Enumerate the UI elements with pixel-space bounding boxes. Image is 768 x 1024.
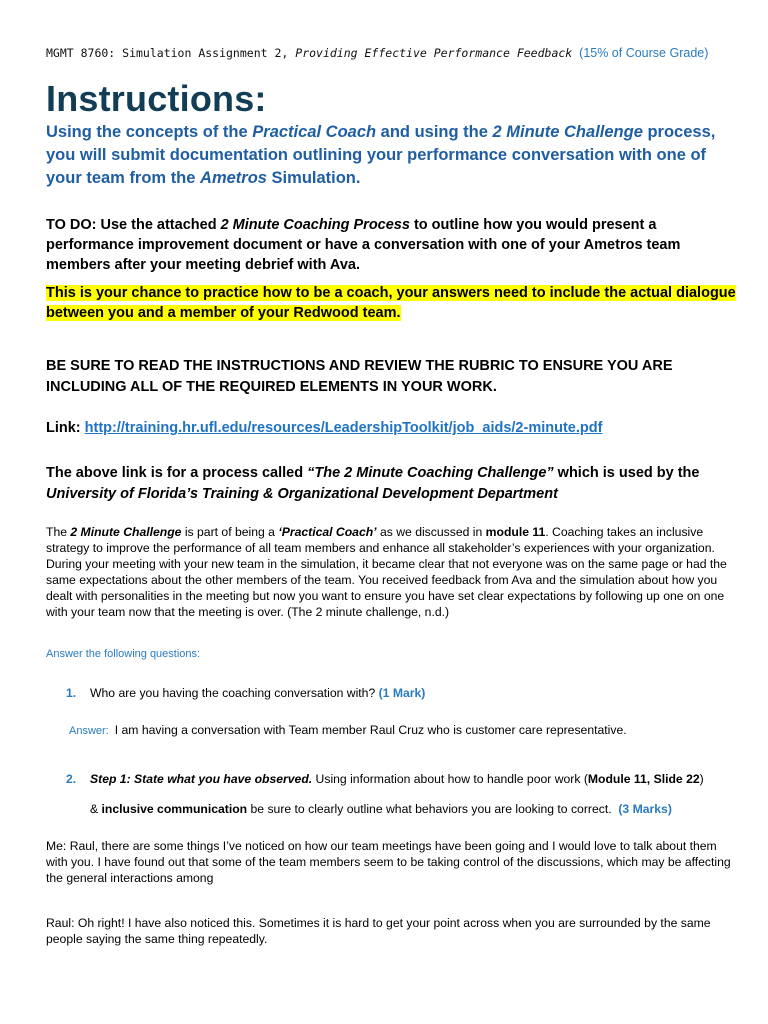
header-line (46, 46, 708, 60)
link-label: Link: (46, 420, 85, 436)
question-text: be sure to clearly outline what behaviors you are looking to correct. (247, 802, 612, 816)
dialogue-me[interactable]: Me: Raul, there are some things I’ve noticed on how our team meetings have been going and I would love to talk about them with you. I have found out that some of the team members seem to be taking control of the discussions, which may be affecting the general interactions among (46, 839, 731, 885)
body-practical-coach: ‘Practical Coach’ (278, 525, 377, 539)
body-text: The (46, 525, 71, 539)
question-marks: (1 Mark) (378, 686, 426, 700)
assignment-topic: Providing Effective Performance Feedback (295, 46, 573, 60)
subtitle-text: Using the concepts of the (46, 123, 253, 141)
body-text: as we discussed in (376, 525, 486, 539)
be-sure-notice: BE SURE TO READ THE INSTRUCTIONS AND REVIEW THE RUBRIC TO ENSURE YOU ARE INCLUDING ALL OF THE REQUIRED ELEMENTS IN YOUR WORK. (46, 358, 673, 395)
todo-text: to outline how you would present a performance improvement document or have a conversation with one of your Ametros team members after your meeting debrief with Ava. (46, 217, 681, 273)
answer-text[interactable]: I am having a conversation with Team member Raul Cruz who is customer care representative. (114, 723, 627, 737)
question-inclusive-communication: inclusive communication (101, 802, 248, 816)
link-line (46, 420, 602, 436)
question-text: ) (699, 772, 704, 786)
above-challenge-name: “The 2 Minute Coaching Challenge” (307, 465, 554, 481)
question-text: Who are you having the coaching conversation with? (90, 686, 379, 700)
todo-paragraph (46, 215, 726, 275)
above-text: which is used by the (553, 465, 700, 481)
answer-prompt: Answer the following questions: (46, 648, 201, 660)
highlight-text: This is your chance to practice how to be a coach, your answers need to include the actual dialogue between you and a member of your Redwood team. (46, 285, 736, 321)
above-text: The above link is for a process called (46, 465, 308, 481)
question-2-continued (90, 802, 672, 816)
body-text: . Coaching takes an inclusive strategy to improve the performance of all team members and enhance all stakeholder’s experiences with your organization. During your meeting with your new team in the simulation, it became clear that not everyone was on the same page or had the same expectations about the other members of the team. You received feedback from Ava and the simulation about how you dealt with personalities in the meeting but now you want to ensure you have set clear expectations by following up one on one with your team now that the meeting is over. (The 2 minute challenge, n.d.) (46, 525, 727, 619)
body-module-ref: module 11 (485, 525, 546, 539)
dialogue-raul[interactable]: Raul: Oh right! I have also noticed this. Sometimes it is hard to get your point across when you are surrounded by the same people saying the same thing repeatedly. (46, 916, 711, 946)
answer-label: Answer: (69, 725, 109, 737)
question-text: & (90, 802, 102, 816)
subtitle-practical-coach: Practical Coach (252, 123, 377, 141)
question-1 (66, 686, 425, 700)
question-marks: (3 Marks) (618, 802, 672, 816)
above-link-paragraph (46, 463, 736, 505)
body-paragraph (46, 524, 736, 620)
highlighted-note (46, 283, 736, 323)
subtitle-ametros: Ametros (200, 169, 267, 187)
question-2 (66, 772, 704, 786)
page-title: Instructions: (46, 78, 267, 119)
grade-weight: (15% of Course Grade) (579, 46, 709, 60)
subtitle (46, 121, 736, 190)
subtitle-text: and using the (376, 123, 493, 141)
todo-text: TO DO: Use the attached (46, 217, 221, 233)
body-2-minute-challenge: 2 Minute Challenge (70, 525, 182, 539)
subtitle-text: process, you will submit documentation outlining your performance conversation with one of your team from the (46, 123, 716, 187)
subtitle-2-minute-challenge: 2 Minute Challenge (492, 123, 643, 141)
question-number: 2. (66, 772, 77, 786)
question-text: Using information about how to handle poor work ( (312, 772, 588, 786)
answer-1 (69, 723, 627, 737)
question-number: 1. (66, 686, 77, 700)
body-text: is part of being a (181, 525, 279, 539)
above-department: University of Florida’s Training & Organizational Development Department (46, 486, 558, 502)
todo-process-name: 2 Minute Coaching Process (220, 217, 410, 233)
question-step: Step 1: State what you have observed. (90, 772, 313, 786)
course-code: MGMT 8760: Simulation Assignment 2, (46, 46, 289, 60)
coaching-pdf-link[interactable]: http://training.hr.ufl.edu/resources/LeadershipToolkit/job_aids/2-minute.pdf (84, 420, 603, 436)
question-module-ref: Module 11, Slide 22 (587, 772, 700, 786)
subtitle-text: Simulation. (266, 169, 361, 187)
